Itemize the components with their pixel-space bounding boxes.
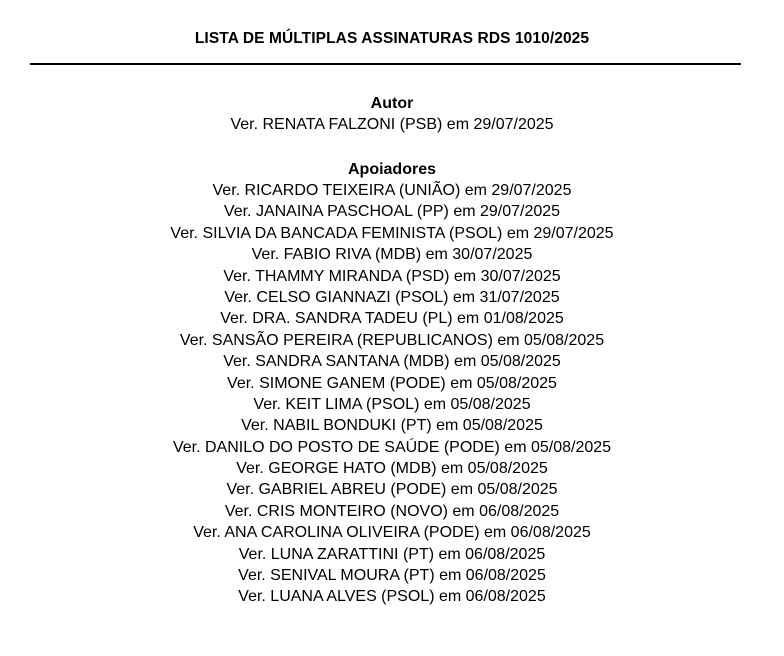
- author-entry: Ver. RENATA FALZONI (PSB) em 29/07/2025: [230, 116, 554, 133]
- supporter-entry: Ver. RICARDO TEIXEIRA (UNIÃO) em 29/07/2025: [212, 182, 572, 199]
- supporter-entry: Ver. DANILO DO POSTO DE SAÚDE (PODE) em 05/08/2025: [172, 438, 612, 456]
- supporter-entry: Ver. JANAINA PASCHOAL (PP) em 29/07/2025: [223, 203, 561, 221]
- supporter-entry: Ver. FABIO RIVA (MDB) em 30/07/2025: [251, 246, 533, 264]
- supporter-entry: Ver. LUANA ALVES (PSOL) em 06/08/2025: [238, 588, 546, 606]
- supporter-entry: Ver. SILVIA DA BANCADA FEMINISTA (PSOL) em 29/07/2025: [170, 224, 614, 242]
- supporters-section: [0, 159, 784, 608]
- document-title: LISTA DE MÚLTIPLAS ASSINATURAS RDS 1010/2025: [194, 30, 590, 47]
- supporter-entry: Ver. ANA CAROLINA OLIVEIRA (PODE) em 06/08/2025: [193, 524, 591, 542]
- supporter-entry: Ver. THAMMY MIRANDA (PSD) em 30/07/2025: [223, 267, 561, 285]
- supporter-entry: Ver. SANDRA SANTANA (MDB) em 05/08/2025: [223, 353, 561, 371]
- supporter-entry: Ver. CELSO GIANNAZI (PSOL) em 31/07/2025: [224, 288, 560, 306]
- title-divider: [30, 63, 741, 65]
- author-heading: Autor: [370, 95, 414, 112]
- supporters-heading: Apoiadores: [347, 161, 436, 178]
- supporter-entry: Ver. SENIVAL MOURA (PT) em 06/08/2025: [238, 567, 546, 585]
- supporter-entry: Ver. DRA. SANDRA TADEU (PL) em 01/08/2025: [220, 310, 564, 328]
- supporter-entry: Ver. GABRIEL ABREU (PODE) em 05/08/2025: [226, 481, 558, 499]
- author-section: [0, 93, 784, 135]
- supporter-entry: Ver. CRIS MONTEIRO (NOVO) em 06/08/2025: [224, 502, 560, 520]
- supporters-list: [0, 180, 784, 608]
- supporter-entry: Ver. LUNA ZARATTINI (PT) em 06/08/2025: [238, 545, 546, 563]
- supporter-entry: Ver. NABIL BONDUKI (PT) em 05/08/2025: [241, 417, 543, 435]
- supporter-entry: Ver. GEORGE HATO (MDB) em 05/08/2025: [236, 460, 548, 478]
- supporter-entry: Ver. KEIT LIMA (PSOL) em 05/08/2025: [253, 395, 531, 413]
- supporter-entry: Ver. SIMONE GANEM (PODE) em 05/08/2025: [227, 374, 557, 392]
- supporter-entry: Ver. SANSÃO PEREIRA (REPUBLICANOS) em 05/08/2025: [179, 331, 605, 349]
